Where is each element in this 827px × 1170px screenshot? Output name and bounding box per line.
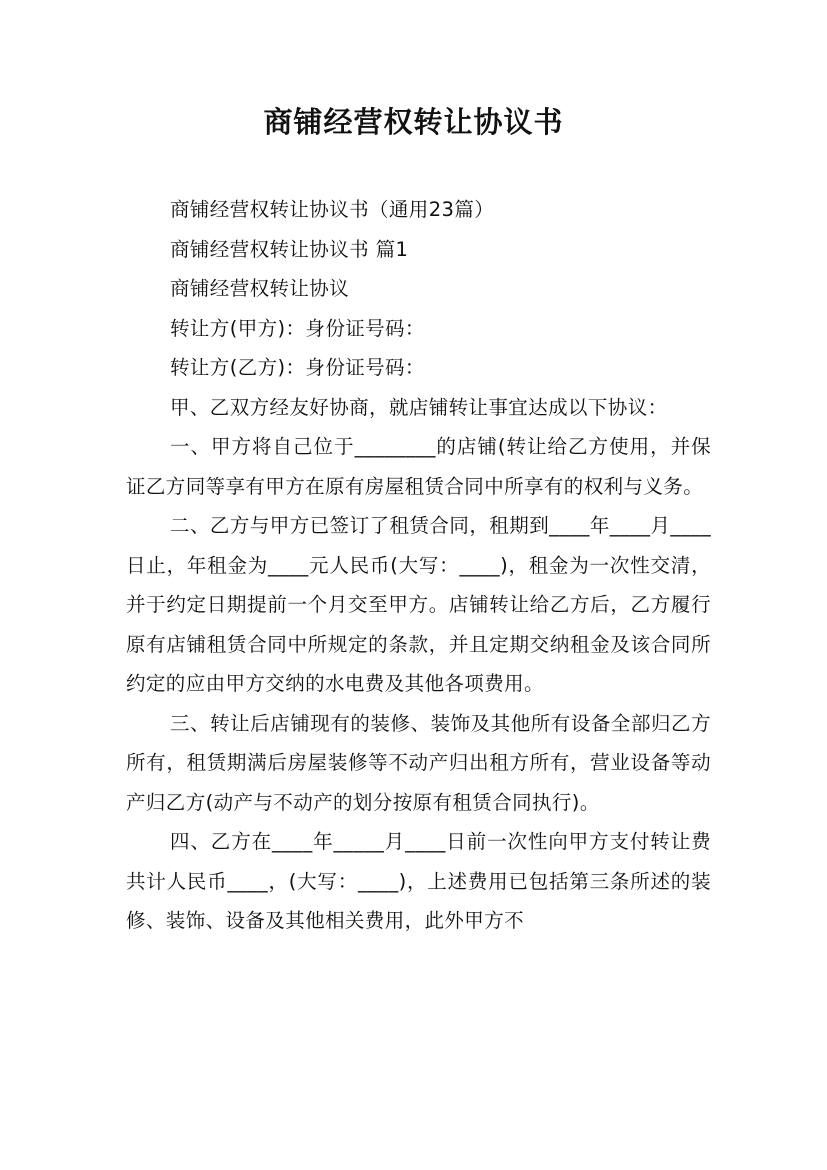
- preamble-line: 甲、乙双方经友好协商，就店铺转让事宜达成以下协议：: [170, 395, 668, 419]
- party-a-line: 转让方(甲方)：身份证号码：: [170, 316, 425, 340]
- clause-4: 四、乙方在____年_____月____日前一次性向甲方支付转让费共计人民币____，(大写：____)，上述费用已包括第三条所述的装修、装饰、设备及其他相关费用，此外甲方不: [126, 830, 711, 932]
- document-title: 商铺经营权转让协议书: [263, 105, 564, 139]
- agreement-name: 商铺经营权转让协议: [170, 277, 350, 300]
- clause-1: 一、甲方将自己位于________的店铺(转让给乙方使用，并保证乙方同等享有甲方在原有房屋租赁合同中所享有的权利与义务。: [126, 435, 711, 498]
- party-b-line: 转让方(乙方)：身份证号码：: [170, 356, 425, 379]
- clause-3: 三、转让后店铺现有的装修、装饰及其他所有设备全部归乙方所有，租赁期满后房屋装修等不动产归出租方所有，营业设备等动产归乙方(动产与不动产的划分按原有租赁合同执行)。: [126, 711, 711, 814]
- subtitle-line: 商铺经营权转让协议书（通用23篇）: [170, 198, 495, 221]
- section-heading: 商铺经营权转让协议书 篇1: [170, 237, 409, 261]
- document-body: [126, 190, 711, 941]
- clause-2: 二、乙方与甲方已签订了租赁合同，租期到____年____月____日止，年租金为____元人民币(大写：____)，租金为一次性交清，并于约定日期提前一个月交至甲方。店铺转让给乙方后，乙方履行原有店铺租赁合同中所规定的条款，并且定期交纳租金及该合同所约定的应由甲方交纳的水电费及其他各项费用。: [126, 514, 711, 695]
